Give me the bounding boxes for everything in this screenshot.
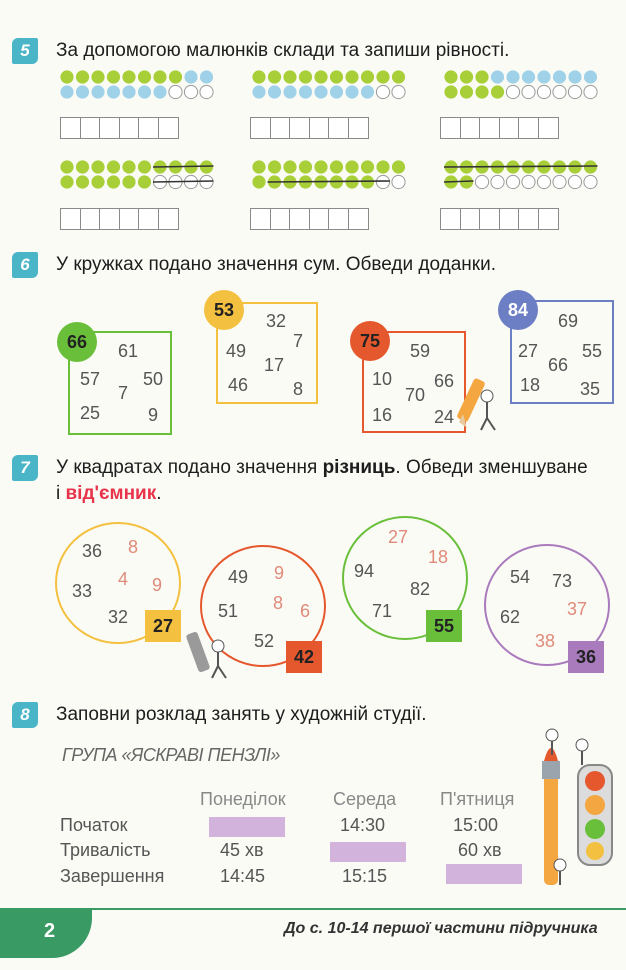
counting-dot [283, 70, 296, 83]
task-5-badge: 5 [12, 38, 38, 64]
difference-number[interactable]: 27 [388, 527, 409, 547]
footer-note: До с. 10-14 першої частини підручника [284, 920, 598, 937]
sum-number[interactable]: 66 [548, 355, 569, 375]
task-6-text: У кружках подано значення сум. Обведи доданки. [56, 254, 496, 275]
sum-number[interactable]: 55 [582, 341, 603, 361]
difference-number[interactable]: 36 [82, 541, 103, 561]
counting-dot [60, 85, 73, 98]
counting-dot [522, 70, 535, 83]
counting-dot [200, 160, 213, 173]
counting-dot [345, 160, 358, 173]
sum-number[interactable]: 7 [293, 331, 304, 351]
difference-number[interactable]: 18 [428, 547, 449, 567]
counting-dot [91, 85, 104, 98]
strike-line [153, 166, 214, 167]
counting-dot [392, 70, 405, 83]
counting-dot [553, 70, 566, 83]
difference-number[interactable]: 9 [152, 575, 163, 595]
counting-dot [76, 160, 89, 173]
counting-dot [91, 160, 104, 173]
counting-dot [491, 85, 504, 98]
counting-dot [169, 85, 182, 98]
difference-number[interactable]: 94 [354, 561, 375, 581]
difference-number[interactable]: 62 [500, 607, 521, 627]
blank-cell-start-monday[interactable] [209, 817, 285, 837]
counting-dot [584, 70, 597, 83]
counting-dot [475, 85, 488, 98]
counting-dot [91, 70, 104, 83]
counting-dot [299, 160, 312, 173]
task-6-badge: 6 [12, 252, 38, 278]
counting-dot [392, 175, 405, 188]
sum-number[interactable]: 70 [405, 385, 426, 405]
blank-cell-duration-wednesday[interactable] [330, 842, 406, 862]
brush-traffic-light-illustration [530, 725, 620, 890]
sum-number[interactable]: 32 [266, 311, 287, 331]
counting-dot [153, 85, 166, 98]
counting-dot [491, 70, 504, 83]
difference-number[interactable]: 73 [552, 571, 573, 591]
counting-dot [122, 85, 135, 98]
counting-dot [568, 160, 581, 173]
sum-number[interactable]: 27 [518, 341, 539, 361]
counting-dot [314, 70, 327, 83]
counting-dot [122, 175, 135, 188]
keyword-differences: різниць [322, 457, 396, 478]
sum-number[interactable]: 16 [372, 405, 393, 425]
counting-dot [376, 160, 389, 173]
row-label: Тривалість [60, 840, 151, 860]
counting-dot [376, 175, 389, 188]
counting-dot [553, 175, 566, 188]
counting-dot [537, 175, 550, 188]
counting-dot [138, 175, 151, 188]
counting-dot [345, 85, 358, 98]
task-7-line-2: і від'ємник. [56, 483, 162, 504]
difference-number[interactable]: 49 [228, 567, 249, 587]
counting-dot [361, 70, 374, 83]
answer-boxes-3[interactable] [440, 117, 557, 139]
sum-number[interactable]: 18 [520, 375, 541, 395]
difference-number[interactable]: 33 [72, 581, 93, 601]
schedule-cell: 60 хв [458, 840, 502, 860]
counting-dot [138, 85, 151, 98]
sum-number[interactable]: 7 [118, 383, 129, 403]
counting-dot [268, 160, 281, 173]
sum-number[interactable]: 17 [264, 355, 285, 375]
sum-number[interactable]: 61 [118, 341, 139, 361]
difference-number[interactable]: 32 [108, 607, 129, 627]
counting-dot [361, 160, 374, 173]
difference-number[interactable]: 51 [218, 601, 239, 621]
counting-dot [330, 160, 343, 173]
answer-boxes-2[interactable] [250, 117, 367, 139]
counting-dot [361, 85, 374, 98]
counting-dot [475, 175, 488, 188]
counting-dot [330, 85, 343, 98]
task-5-text: За допомогою малюнків склади та запиши рівності. [56, 40, 510, 61]
counting-dot [392, 160, 405, 173]
sum-circle-53: 53 [204, 290, 244, 330]
counting-dot [584, 160, 597, 173]
day-header: П'ятниця [440, 789, 515, 809]
sum-number[interactable]: 35 [580, 379, 601, 399]
blank-cell-end-friday[interactable] [446, 864, 522, 884]
counting-dot [122, 160, 135, 173]
counting-dot [299, 70, 312, 83]
counting-dot [153, 70, 166, 83]
counting-dot [268, 85, 281, 98]
counting-dot [345, 70, 358, 83]
sum-circle-66: 66 [57, 322, 97, 362]
task-8-text: Заповни розклад занять у художній студії. [56, 704, 427, 725]
counting-dot [252, 175, 265, 188]
sum-number[interactable]: 10 [372, 369, 393, 389]
counting-dot [330, 70, 343, 83]
answer-boxes-6[interactable] [440, 208, 557, 230]
sum-number[interactable]: 25 [80, 403, 101, 423]
difference-number[interactable]: 38 [535, 631, 556, 651]
counting-dot [506, 85, 519, 98]
sum-number[interactable]: 24 [434, 407, 455, 427]
answer-boxes-4[interactable] [60, 208, 177, 230]
counting-dot [252, 85, 265, 98]
answer-boxes-5[interactable] [250, 208, 367, 230]
pencil-character-icon [186, 628, 230, 680]
counting-dot [444, 85, 457, 98]
counting-dot [376, 85, 389, 98]
counting-dot [252, 160, 265, 173]
counting-dot [537, 85, 550, 98]
counting-dot [76, 85, 89, 98]
counting-dot [299, 85, 312, 98]
row-label: Завершення [60, 866, 165, 886]
counting-dot [568, 175, 581, 188]
counting-dot [60, 160, 73, 173]
difference-number[interactable]: 8 [128, 537, 139, 557]
difference-number[interactable]: 71 [372, 601, 393, 621]
strike-line [444, 181, 474, 182]
counting-dot [107, 175, 120, 188]
day-header: Понеділок [200, 789, 286, 809]
counting-dot [268, 70, 281, 83]
counting-dot [522, 175, 535, 188]
schedule-cell: 14:30 [340, 815, 386, 835]
counting-dot [76, 70, 89, 83]
difference-number[interactable]: 37 [567, 599, 588, 619]
difference-square-55: 55 [426, 610, 462, 642]
sum-number[interactable]: 9 [148, 405, 159, 425]
difference-number[interactable]: 52 [254, 631, 275, 651]
row-label: Початок [60, 815, 128, 835]
schedule-cell: 15:15 [342, 866, 388, 886]
group-name: ГРУПА «ЯСКРАВІ ПЕНЗЛІ» [62, 745, 280, 765]
page-number: 2 [44, 920, 56, 942]
counting-dot [376, 70, 389, 83]
counting-dot [252, 70, 265, 83]
counting-dot [460, 70, 473, 83]
counting-dot [314, 160, 327, 173]
counting-dot [184, 85, 197, 98]
pencil-character-icon [455, 370, 503, 432]
task-8-badge: 8 [12, 702, 38, 728]
counting-dot [107, 85, 120, 98]
counting-dot [76, 175, 89, 188]
counting-dot [107, 160, 120, 173]
sum-number[interactable]: 57 [80, 369, 101, 389]
difference-number[interactable]: 82 [410, 579, 431, 599]
counting-dot [506, 175, 519, 188]
difference-square-42: 42 [286, 641, 322, 673]
counting-dot [200, 85, 213, 98]
counting-dot [184, 70, 197, 83]
sum-number[interactable]: 46 [228, 375, 249, 395]
difference-number[interactable]: 9 [274, 563, 285, 583]
sum-circle-84: 84 [498, 290, 538, 330]
counting-dot [60, 175, 73, 188]
schedule-cell: 15:00 [453, 815, 499, 835]
counting-dot [568, 85, 581, 98]
counting-dot [200, 175, 213, 188]
counting-dot [537, 70, 550, 83]
strike-line [268, 181, 391, 182]
task-7-line-1: У квадратах подано значення різниць. Обведи зменшуване [56, 457, 588, 478]
sum-number[interactable]: 8 [293, 379, 304, 399]
strike-line [153, 181, 214, 182]
sum-number[interactable]: 66 [434, 371, 455, 391]
sum-number[interactable]: 69 [558, 311, 579, 331]
difference-number[interactable]: 4 [118, 569, 129, 589]
counting-dot [107, 70, 120, 83]
counting-dot [475, 70, 488, 83]
counting-dot [138, 160, 151, 173]
counting-dot [91, 175, 104, 188]
difference-number[interactable]: 6 [300, 601, 311, 621]
sum-circle-75: 75 [350, 321, 390, 361]
footer-line [0, 908, 626, 910]
counting-dot [122, 70, 135, 83]
difference-square-27: 27 [145, 610, 181, 642]
counting-dot [314, 85, 327, 98]
counting-dot [491, 175, 504, 188]
difference-number[interactable]: 8 [273, 593, 284, 613]
keyword-subtrahend: від'ємник [65, 483, 157, 504]
counting-dot [553, 85, 566, 98]
counting-dot [283, 160, 296, 173]
difference-number[interactable]: 54 [510, 567, 531, 587]
counting-dot [584, 175, 597, 188]
day-header: Середа [333, 789, 397, 809]
sum-number[interactable]: 49 [226, 341, 247, 361]
sum-number[interactable]: 50 [143, 369, 164, 389]
counting-dot [283, 85, 296, 98]
counting-dot [138, 70, 151, 83]
schedule-cell: 45 хв [220, 840, 264, 860]
counting-dot [460, 85, 473, 98]
counting-dot [522, 85, 535, 98]
counting-dot [584, 85, 597, 98]
schedule-cell: 14:45 [220, 866, 266, 886]
counting-dot [60, 70, 73, 83]
strike-line [444, 166, 598, 167]
sum-number[interactable]: 59 [410, 341, 431, 361]
counting-dot [200, 70, 213, 83]
task-7-badge: 7 [12, 455, 38, 481]
answer-boxes-1[interactable] [60, 117, 177, 139]
counting-dot [506, 70, 519, 83]
counting-dot [568, 70, 581, 83]
difference-square-36: 36 [568, 641, 604, 673]
counting-dot [444, 70, 457, 83]
counting-dot [169, 70, 182, 83]
counting-dot [392, 85, 405, 98]
